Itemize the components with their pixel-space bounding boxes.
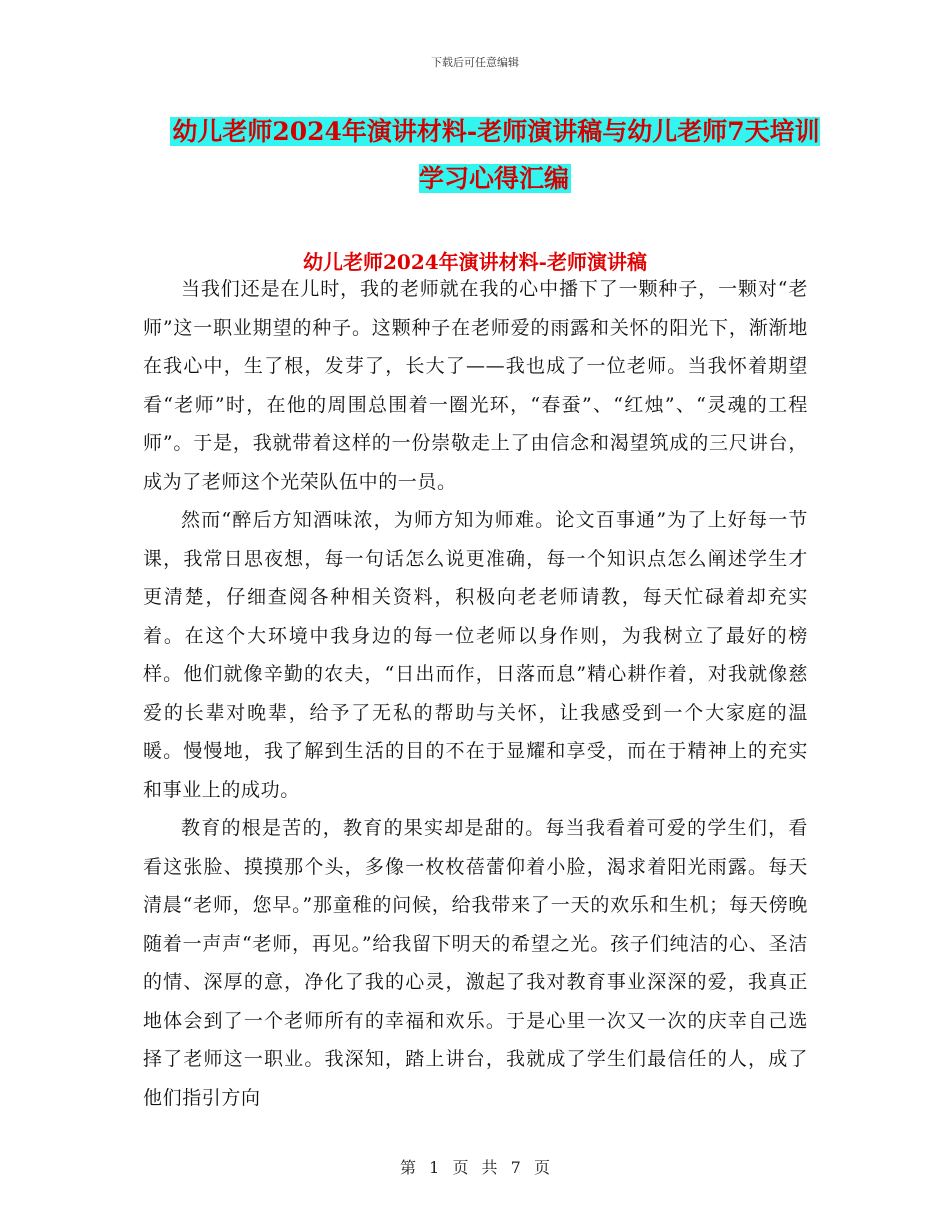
section-title: 幼儿老师2024年演讲材料-老师演讲稿 bbox=[303, 250, 647, 274]
paragraph-2: 然而“醉后方知酒味浓，为师方知为师难。论文百事通”为了上好每一节课，我常日思夜想，每一句话怎么说更准确，每一个知识点怎么阐述学生才更清楚，仔细查阅各种相关资料，积极向老老师请教，每天忙碌着却充实着。在这个大环境中我身边的每一位老师以身作则，为我树立了最好的榜样。他们就像辛勤的农夫，“日出而作，日落而息”精心耕作着，对我就像慈爱的长辈对晚辈，给予了无私的帮助与关怀，让我感受到一个大家庭的温暖。慢慢地，我了解到生活的目的不在于显耀和享受，而在于精神上的充实和事业上的成功。 bbox=[143, 509, 808, 801]
footer-page-number: 1 bbox=[429, 1158, 440, 1177]
paragraph-3: 教育的根是苦的，教育的果实却是甜的。每当我看着可爱的学生们，看看这张脸、摸摸那个头，多像一枚枚蓓蕾仰着小脸，渴求着阳光雨露。每天清晨“老师，您早。”那童稚的问候，给我带来了一天的欢乐和生机；每天傍晚随着一声声“老师，再见。”给我留下明天的希望之光。孩子们纯洁的心、圣洁的情、深厚的意，净化了我的心灵，激起了我对教育事业深深的爱，我真正地体会到了一个老师所有的幸福和欢乐。于是心里一次又一次的庆幸自己选择了老师这一职业。我深知，踏上讲台，我就成了学生们最信任的人，成了他们指引方向 bbox=[143, 817, 808, 1109]
body-text bbox=[143, 270, 808, 1117]
footer-label-total: 共 bbox=[481, 1158, 498, 1177]
footer-label-page-unit: 页 bbox=[452, 1158, 469, 1177]
document-title-text: 幼儿老师2024年演讲材料-老师演讲稿与幼儿老师7天培训学习心得汇编 bbox=[172, 117, 820, 193]
page-footer bbox=[0, 1155, 950, 1178]
footer-label-total-unit: 页 bbox=[533, 1158, 550, 1177]
footer-label-page: 第 bbox=[400, 1158, 417, 1177]
document-title bbox=[170, 108, 820, 202]
paragraph-1: 当我们还是在儿时，我的老师就在我的心中播下了一颗种子，一颗对“老师”这一职业期望的种子。这颗种子在老师爱的雨露和关怀的阳光下，渐渐地在我心中，生了根，发芽了，长大了——我也成了一位老师。当我怀着期望看“老师”时，在他的周围总围着一圈光环，“春蚕”、“红烛”、“灵魂的工程师”。于是，我就带着这样的一份崇敬走上了由信念和渴望筑成的三尺讲台，成为了老师这个光荣队伍中的一员。 bbox=[143, 278, 808, 493]
footer-total-pages: 7 bbox=[510, 1158, 521, 1177]
header-note: 下载后可任意编辑 bbox=[431, 56, 519, 69]
